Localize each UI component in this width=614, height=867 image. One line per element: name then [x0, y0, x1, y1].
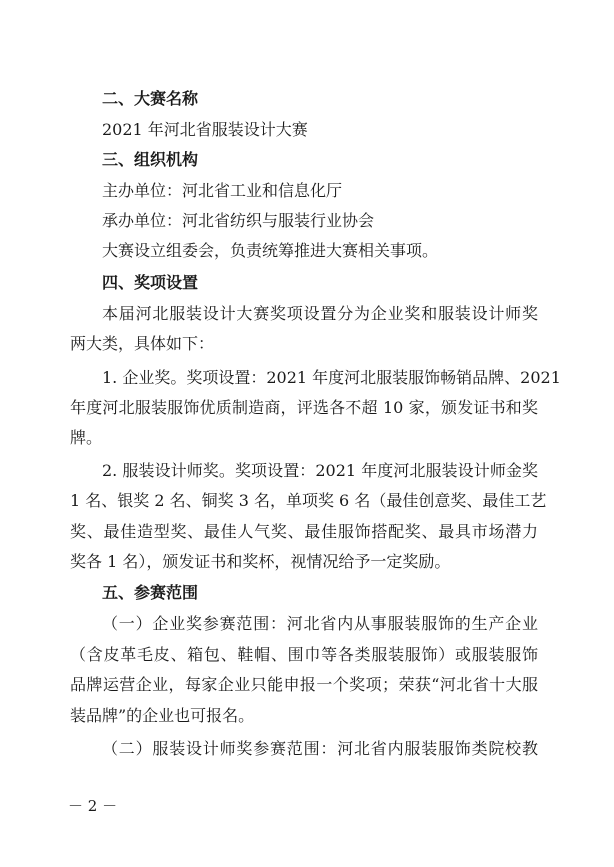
section-heading-scope: 五、参赛范围: [102, 583, 199, 602]
section-heading-organization: 三、组织机构: [102, 150, 199, 169]
enterprise-scope-line-4: 装品牌”的企业也可报名。: [70, 706, 255, 725]
designer-award-line-2: 1 名、银奖 2 名、铜奖 3 名，单项奖 6 名（最佳创意奖、最佳工艺: [70, 491, 547, 510]
awards-intro-line-1: 本届河北服装设计大赛奖项设置分为企业奖和服装设计师奖: [102, 304, 538, 323]
undertaker-line: 承办单位：河北省纺织与服装行业协会: [102, 211, 375, 230]
organizer-line: 主办单位：河北省工业和信息化厅: [102, 181, 343, 200]
designer-scope-line-1: （二）服装设计师奖参赛范围：河北省内服装服饰类院校教: [102, 739, 538, 758]
enterprise-award-line-1: 1. 企业奖。奖项设置：2021 年度河北服装服饰畅销品牌、2021: [102, 368, 561, 387]
enterprise-scope-line-1: （一）企业奖参赛范围：河北省内从事服装服饰的生产企业: [102, 614, 538, 633]
committee-line: 大赛设立组委会，负责统筹推进大赛相关事项。: [102, 241, 439, 260]
section-heading-competition-name: 二、大赛名称: [102, 89, 199, 108]
designer-award-line-3: 奖、最佳造型奖、最佳人气奖、最佳服饰搭配奖、最具市场潜力: [70, 522, 538, 541]
competition-name-text: 2021 年河北省服装设计大赛: [102, 120, 308, 139]
enterprise-award-line-2: 年度河北服装服饰优质制造商，评选各不超 10 家，颁发证书和奖: [70, 398, 538, 417]
enterprise-award-line-3: 牌。: [70, 428, 103, 447]
section-heading-awards: 四、奖项设置: [102, 273, 199, 292]
designer-award-line-1: 2. 服装设计师奖。奖项设置：2021 年度河北服装设计师金奖: [102, 461, 538, 480]
enterprise-scope-line-2: （含皮革毛皮、箱包、鞋帽、围巾等各类服装服饰）或服装服饰: [70, 645, 538, 664]
designer-award-line-4: 奖各 1 名），颁发证书和奖杯，视情况给予一定奖励。: [70, 552, 451, 571]
page-number: － 2 －: [68, 797, 118, 815]
enterprise-scope-line-3: 品牌运营企业，每家企业只能申报一个奖项；荣获“河北省十大服: [70, 675, 538, 694]
awards-intro-line-2: 两大类，具体如下：: [70, 334, 215, 353]
